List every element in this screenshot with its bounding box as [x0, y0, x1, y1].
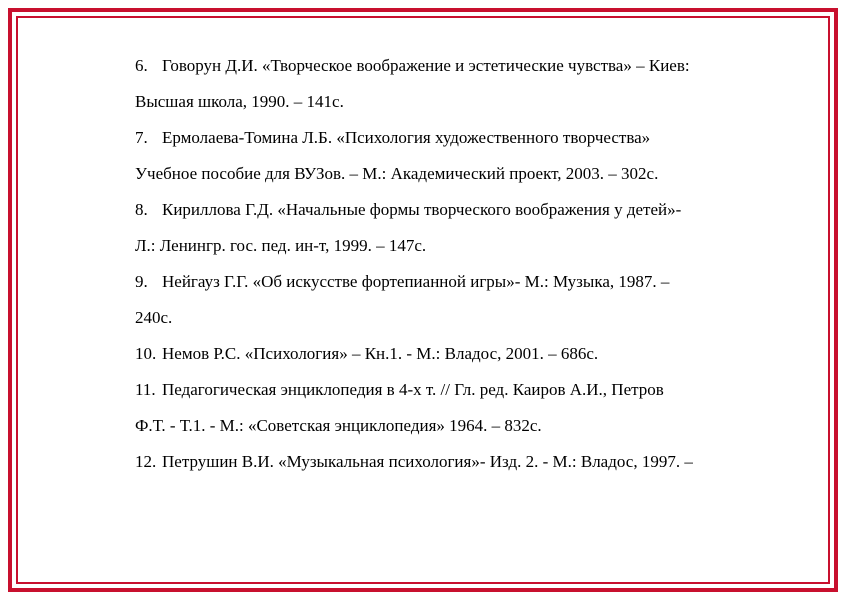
reference-text: Нейгауз Г.Г. «Об искусстве фортепианной игры»- М.: Музыка, 1987. – [162, 272, 670, 291]
reference-number: 9. [135, 272, 148, 291]
reference-number: 6. [135, 56, 148, 75]
reference-line [135, 336, 795, 372]
reference-continuation: Учебное пособие для ВУЗов. – М.: Академический проект, 2003. – 302с. [135, 164, 659, 183]
reference-line [135, 372, 795, 408]
reference-text: Петрушин В.И. «Музыкальная психология»- Изд. 2. - М.: Владос, 1997. – [162, 452, 693, 471]
reference-text: Говорун Д.И. «Творческое воображение и эстетические чувства» – Киев: [162, 56, 690, 75]
reference-continuation: 240с. [135, 308, 173, 327]
reference-list [135, 48, 795, 480]
reference-line [135, 120, 795, 156]
reference-text: Педагогическая энциклопедия в 4-х т. // Гл. ред. Каиров А.И., Петров [162, 380, 664, 399]
reference-continuation: Ф.Т. - Т.1. - М.: «Советская энциклопедия» 1964. – 832с. [135, 416, 542, 435]
reference-item [135, 120, 795, 192]
reference-item [135, 48, 795, 120]
reference-continuation: Высшая школа, 1990. – 141с. [135, 92, 344, 111]
reference-item [135, 192, 795, 264]
reference-item [135, 372, 795, 444]
reference-text: Немов Р.С. «Психология» – Кн.1. - М.: Владос, 2001. – 686с. [162, 344, 599, 363]
reference-text: Ермолаева-Томина Л.Б. «Психология художественного творчества» [162, 128, 651, 147]
reference-line [135, 48, 795, 84]
reference-number: 12. [135, 452, 157, 471]
reference-item [135, 264, 795, 336]
reference-number: 7. [135, 128, 148, 147]
reference-line [135, 264, 795, 300]
reference-item [135, 444, 795, 480]
reference-text: Кириллова Г.Д. «Начальные формы творческого воображения у детей»- [162, 200, 682, 219]
reference-continuation: Л.: Ленингр. гос. пед. ин-т, 1999. – 147с. [135, 236, 427, 255]
reference-item [135, 336, 795, 372]
reference-number: 10. [135, 344, 157, 363]
reference-line [135, 192, 795, 228]
reference-number: 8. [135, 200, 148, 219]
reference-line [135, 444, 795, 480]
reference-number: 11. [135, 380, 156, 399]
